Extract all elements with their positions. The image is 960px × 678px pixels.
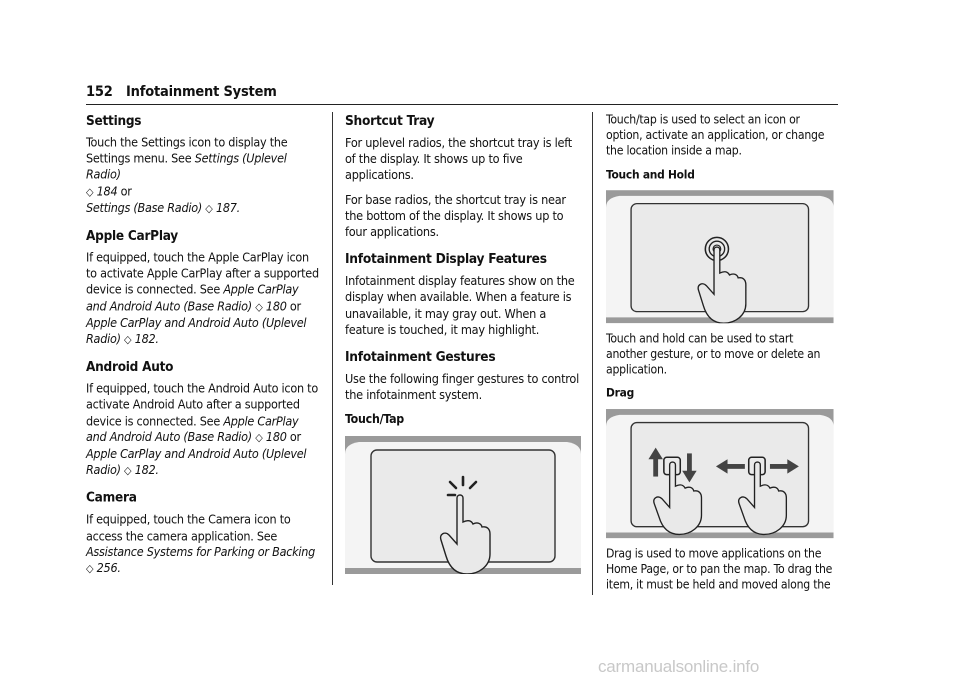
touch-tap-subheading: Touch/Tap: [345, 412, 404, 427]
carplay-ref-base[interactable]: Apple CarPlay and Android Auto (Base Radio): [86, 281, 299, 313]
touch-hold-description: Touch and hold can be used to start another gesture, or to move or delete an application.: [606, 330, 821, 377]
display-features-heading: Infotainment Display Features: [345, 251, 547, 268]
carplay-ref-uplevel[interactable]: Apple CarPlay and Android Auto (Uplevel Radio): [86, 315, 307, 347]
drag-illustration: [606, 409, 834, 538]
column-divider-2: [592, 112, 593, 595]
shortcut-tray-heading: Shortcut Tray: [345, 113, 435, 129]
shortcut-tray-paragraph-1: For uplevel radios, the shortcut tray is left of the display. It shows up to five applications.: [345, 135, 572, 183]
carplay-page-uplevel[interactable]: 182.: [134, 331, 159, 347]
or-text: or: [117, 183, 132, 198]
gestures-heading: Infotainment Gestures: [345, 349, 496, 366]
page-number: 152: [86, 84, 113, 100]
gestures-paragraph: Use the following finger gestures to control the infotainment system.: [345, 371, 579, 403]
carplay-page-base[interactable]: 180: [265, 298, 287, 313]
settings-heading: Settings: [86, 112, 142, 129]
section-title: Infotainment System: [126, 84, 277, 100]
column-3: [606, 112, 834, 600]
display-features-paragraph: Infotainment display features show on the display when available. When a feature is unavailable, it may gray out. When a feature is touched, it may highlight.: [345, 273, 575, 337]
carplay-paragraph: [86, 250, 320, 348]
settings-page-base[interactable]: 187.: [215, 200, 240, 215]
drag-subheading: Drag: [606, 386, 634, 400]
android-ref-base[interactable]: Apple CarPlay and Android Auto (Base Radio): [86, 413, 299, 445]
camera-heading: Camera: [86, 490, 137, 507]
drag-description: Drag is used to move applications on the Home Page, or to pan the map. To drag the item, it must be held and moved along the: [606, 545, 833, 592]
page-ref-arrow-icon: ◇: [124, 464, 132, 478]
column-divider-1: [332, 112, 333, 585]
carplay-heading: Apple CarPlay: [86, 228, 178, 244]
android-heading: Android Auto: [86, 359, 174, 376]
page-ref-arrow-icon: ◇: [86, 184, 94, 198]
or-text: or: [286, 429, 301, 445]
page-ref-arrow-icon: ◇: [255, 431, 263, 445]
android-page-base[interactable]: 180: [265, 429, 287, 445]
touch-tap-illustration: [345, 436, 581, 574]
android-page-uplevel[interactable]: 182.: [134, 462, 159, 478]
watermark: carmanualsonline.info: [598, 657, 760, 676]
page-ref-arrow-icon: ◇: [86, 562, 94, 576]
page-ref-arrow-icon: ◇: [124, 333, 132, 347]
camera-text: If equipped, touch the Camera icon to access the camera application. See: [86, 512, 291, 544]
column-1: [86, 112, 320, 585]
settings-paragraph: [86, 135, 320, 217]
or-text: or: [286, 298, 301, 313]
settings-text: Touch the Settings icon to display the Settings menu. See: [86, 134, 288, 166]
page-ref-arrow-icon: ◇: [205, 202, 213, 215]
camera-ref[interactable]: Assistance Systems for Parking or Backing: [86, 544, 316, 560]
shortcut-tray-paragraph-2: For base radios, the shortcut tray is near the bottom of the display. It shows up to four applications.: [345, 191, 566, 240]
android-text: If equipped, touch the Android Auto icon to activate Android Auto after a supported device is connected. See: [86, 380, 318, 428]
page-header: [86, 80, 838, 105]
touch-hold-illustration: [606, 190, 834, 323]
carplay-text: If equipped, touch the Apple CarPlay icon to activate Apple CarPlay after a supported device is connected. See: [86, 249, 319, 297]
settings-page-uplevel[interactable]: 184: [96, 183, 118, 198]
settings-ref-uplevel[interactable]: Settings (Uplevel Radio): [86, 150, 287, 182]
camera-paragraph: [86, 512, 320, 577]
touch-hold-subheading: Touch and Hold: [606, 167, 695, 182]
android-ref-uplevel[interactable]: Apple CarPlay and Android Auto (Uplevel Radio): [86, 446, 307, 478]
settings-ref-base[interactable]: Settings (Base Radio): [86, 200, 202, 215]
android-paragraph: [86, 381, 320, 479]
camera-page[interactable]: 256.: [96, 560, 121, 576]
touch-tap-description: Touch/tap is used to select an icon or option, activate an application, or change the location inside a map.: [606, 112, 825, 158]
column-2: [345, 112, 581, 582]
page-ref-arrow-icon: ◇: [255, 300, 263, 313]
